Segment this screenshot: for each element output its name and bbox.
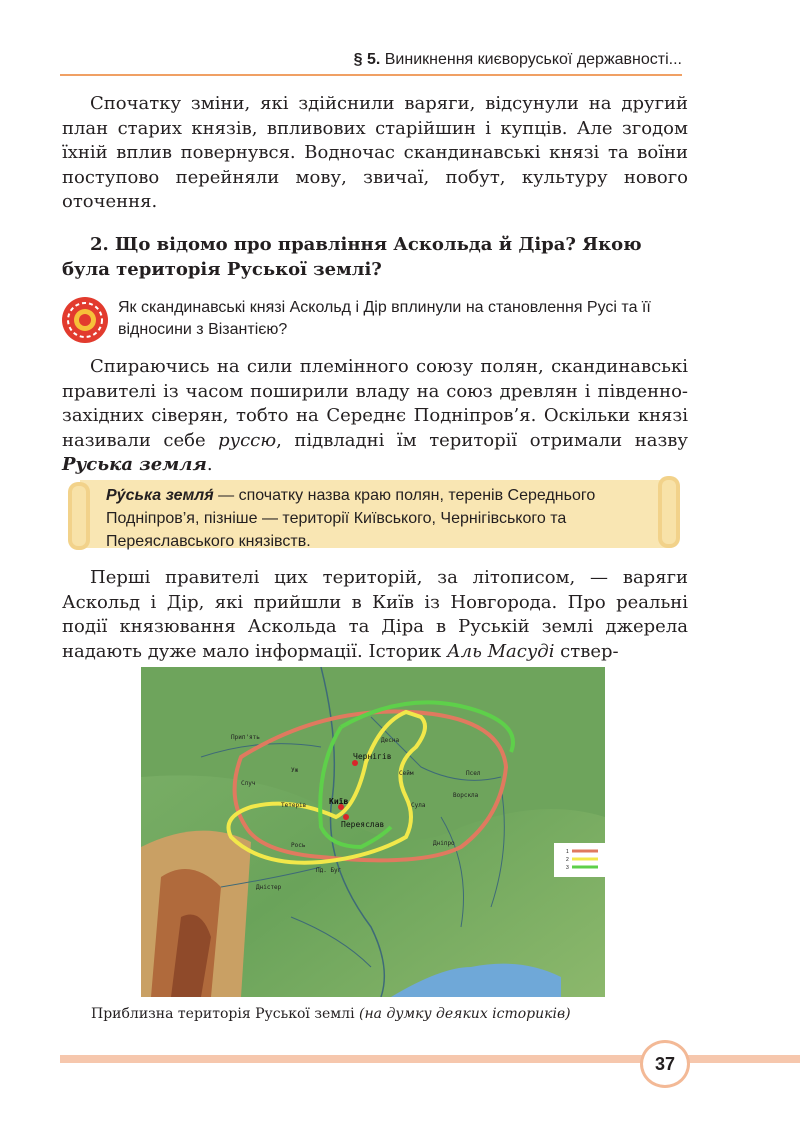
paragraph-3-text-b: ствер- xyxy=(554,640,619,662)
footer-rule-left xyxy=(60,1055,646,1063)
river-label: Псел xyxy=(466,770,481,777)
question-heading: 2. Що відомо про правління Аскольда й Діра? Якою була територія Руської землі? xyxy=(62,234,642,280)
river-label: Случ xyxy=(241,780,256,787)
river-label: Десна xyxy=(381,737,400,744)
city-label-pereiaslav: Переяслав xyxy=(341,820,385,829)
definition-scroll xyxy=(66,476,682,552)
paragraph-1: Спочатку зміни, які здійснили варяги, відсунули на другий план старих князів, впливових старійшин і купців. Але згодом їхній вплив повернувся. Водночас скандинавські князі та воїни поступово перейняли мову, звичаї, побут, культуру нового оточення. xyxy=(62,93,688,212)
paragraph-3-italic: Аль Масуді xyxy=(446,640,555,662)
definition-text xyxy=(106,484,656,553)
map-figure xyxy=(141,667,605,997)
paragraph-2-text-c: . xyxy=(206,454,213,475)
paragraph-2 xyxy=(62,355,688,478)
footer-rule-right xyxy=(680,1055,800,1063)
river-label: Дністер xyxy=(256,884,282,891)
paragraph-2-italic: руссю xyxy=(218,429,277,451)
legend-label-1: 1 xyxy=(566,849,569,855)
river-label: Прип'ять xyxy=(231,734,260,741)
paragraph-3 xyxy=(62,566,688,664)
river-label: Уж xyxy=(291,767,299,774)
river-label: Пд. Буг xyxy=(316,867,342,874)
river-label: Рось xyxy=(291,842,306,849)
running-header xyxy=(60,46,682,76)
river-label: Сейм xyxy=(399,770,414,777)
paragraph-2-text-b: , підвладні їм території отримали назву xyxy=(276,429,688,451)
river-label: Сула xyxy=(411,802,426,809)
section-mark: § 5. xyxy=(353,51,381,68)
legend-lines xyxy=(554,843,608,877)
question-prompt: Як скандинавські князі Аскольд і Дір вплинули на становлення Русі та її відносини з Візантією? xyxy=(118,299,651,338)
historical-map xyxy=(141,667,605,997)
ornament-icon xyxy=(60,295,110,345)
figure-caption xyxy=(91,1004,731,1024)
river-label: Ворскла xyxy=(453,792,479,799)
paragraph-3-text-a: Перші правителі цих територій, за літописом, — варяги Аскольд і Дір, які прийшли в Київ із Новгорода. Про реальні події князювання Аскольда та Діра в Руській землі джерела надають дуже мало інформації. Історик xyxy=(62,567,688,662)
caption-italic: (на думку деяких істориків) xyxy=(359,1006,571,1022)
page-number: 37 xyxy=(640,1040,690,1088)
section-title: Виникнення києворуської державності... xyxy=(384,51,682,68)
map-legend xyxy=(554,843,608,877)
legend-label-3: 3 xyxy=(566,865,569,871)
caption-text: Приблизна територія Руської землі xyxy=(91,1006,359,1022)
river-label: Дніпро xyxy=(433,840,455,847)
city-label-kyiv: Київ xyxy=(329,797,349,806)
definition-term: Ру́ська земля́ xyxy=(106,487,214,504)
legend-label-2: 2 xyxy=(566,857,569,863)
paragraph-2-term: Руська земля xyxy=(62,454,207,475)
paragraph-2-text-a: Спираючись на сили племінного союзу полян, скандинавські правителі із часом поширили владу на союз древлян і південно-західних сіверян, тобто на Середнє Подніпров’я. Оскільки князі називали себе xyxy=(62,356,688,451)
river-label: Тетерів xyxy=(281,802,307,809)
definition-body: — спочатку назва краю полян, теренів Середнього Подніпров’я, пізніше — території Київського, Чернігівського та Переяславського князівств. xyxy=(106,487,596,550)
city-label-chernihiv: Чернігів xyxy=(353,752,392,761)
